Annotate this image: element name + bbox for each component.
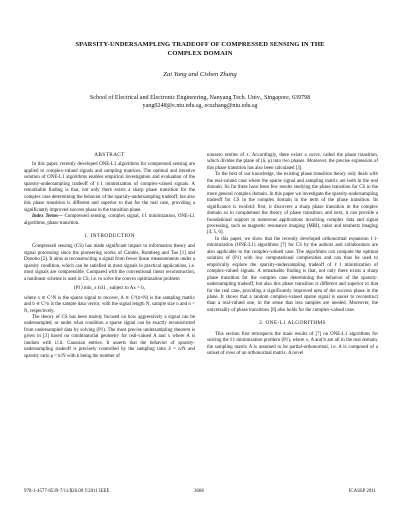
affiliation-line-1: School of Electrical and Electronic Engineering, Nanyang Tech. Univ., Singapore, 639798 — [89, 95, 311, 101]
right-paragraph-4: This section first retrospects the main results of [7] on ONE-L1 algorithms for solving the ℓ1 minimization problem (P1), where x, A and b are all in the real domain, the sampling matrix A is assumed to be partial-orthonormal, i.e. A is composed of a subset of rows of an orthonormal matrix. A novel — [207, 331, 378, 357]
intro-paragraph-3: The theory of CS has been mainly focused on how aggressively a signal can be undersampled, or under what condition a sparse signal can be exactly reconstructed from undersampled data by solving (P1). The most precise undersampling theorem is given in [3] based on combinatorial geometry for real-valued A and x where A is random with i.i.d. Gaussian entries. It asserts that the behavior of sparsity-undersampling tradeoff is precisely controlled by the sampling ratio δ = n/N and sparsity ratio ρ = k/N with k being the number of — [24, 314, 195, 359]
right-column — [207, 153, 378, 358]
abstract-text: In this paper, recently developed ONE-L1 algorithms for compressed sensing are applied to complex-valued signals and sampling matrices. The optimal and iterative solution of ONE-L1 algorithms enables empirical investigation and evaluation of the sparsity-undersampling tradeoff of ℓ1 minimization of complex-valued signals. A remarkable finding is that, not only there exists a sharp phase transition for the complex case determining the behavior of the sparsity-undersampling tradeoff, but also this phase transition is different and superior to that for the real case, providing a significantly improved success phase in the transition plane. — [24, 162, 195, 213]
title-line-1: SPARSITY-UNDERSAMPLING TRADEOFF OF COMPRESSED SENSING IN THE — [75, 41, 325, 48]
footer-conference: ICASSP 2011 — [348, 489, 376, 494]
intro-paragraph-2: where x ∈ C^N is the sparse signal to recover, A ∈ C^(n×N) is the sampling matrix and b ∈ C^n is the sample data vector, with the signal length N, sample size n and n < N, respectively. — [24, 295, 195, 314]
footer-isbn: 978-1-4577-0539-7/11/$26.00 ©2011 IEEE — [24, 489, 110, 494]
footer-page-number: 3668 — [194, 489, 204, 494]
right-paragraph-3: In this paper, we show that the recently developed orthonormal expansion ℓ1-minimization (ONE-L1) algorithms [7] for CS by the authors and collaborators are also applicable to the complex-valued case. The algorithms can compute the optimal solution of (P1) with low computational complexities and can thus be used to empirically explore the sparsity-undersampling tradeoff of ℓ1 minimization of complex-valued signals. A remarkable finding is that, not only there exists a sharp phase transition for the complex case determining the behavior of the sparsity-undersampling tradeoff, but also this phase transition is different and superior to that for the real case, providing a significantly improved area of the success phase in the plane. It shows that a random complex-valued sparse signal is easier to reconstruct than a real-valued one, in the sense that less samples are needed. Moreover, the universality of phase transitions [8] also holds for the complex-valued case. — [207, 236, 378, 313]
index-terms — [24, 214, 195, 227]
intro-paragraph-1: Compressed sensing (CS) has made significant impact to information theory and signal processing since the pioneering works of Candès, Romberg and Tao [1] and Donoho [2]. It aims at reconstructing a signal from fewer linear measurements under a sparsity condition, which can be satisfied in most signals in practical applications, i.e. most signals are compressible. Compared with the conventional linear reconstruction, a nonlinear scheme is used in CS, i.e. to solve the convex optimization problem — [24, 244, 195, 282]
abstract-heading: ABSTRACT — [94, 152, 125, 158]
section-2-heading: 2. ONE-L1 ALGORITHMS — [259, 320, 326, 327]
index-terms-label: Index Terms— — [32, 214, 63, 220]
intro-heading: 1. INTRODUCTION — [84, 232, 135, 239]
equation-p1: (P1) min_x ‖x‖1 , subject to Ax = b, — [74, 286, 145, 292]
authors: Zai Yang and Cishen Zhang — [163, 71, 237, 78]
affiliation — [20, 94, 380, 110]
left-column — [24, 152, 195, 360]
affiliation-emails: yang0248@e.ntu.edu.sg, ecszhang@ntu.edu.sg — [142, 103, 258, 110]
right-paragraph-2: To the best of our knowledge, the existing phase transition theory only deals with the real-valued case where the sparse signal and sampling matrix are both in the real domain. So far there have been few results studying the phase transition for CS in the more general complex domain. In this paper we investigate the sparsity-undersampling tradeoff for CS in the complex domain in the term of the phase transition. Its significance is twofold: first, it discovers a sharp phase transition in the complex domain so to complement the theory of phase transition; and next, it can provide a foundational support to numerous applications involving complex data and signal processing, such as magnetic resonance imaging (MRI), radar and terahertz imaging [4, 5, 6]. — [207, 172, 378, 236]
paper-title — [20, 40, 380, 58]
index-terms-text: Compressed sensing, complex signal, ℓ1 minimization, ONE-L1 algorithms, phase transition. — [24, 214, 195, 226]
title-line-2: COMPLEX DOMAIN — [167, 50, 233, 57]
right-paragraph-1: nonzero entries of x. Accordingly, there exists a curve, called the phase transition, which divides the plane of (δ, ρ) into two phases. Moreover, the precise expression of this phase transition has also been calculated [3]. — [207, 153, 378, 171]
